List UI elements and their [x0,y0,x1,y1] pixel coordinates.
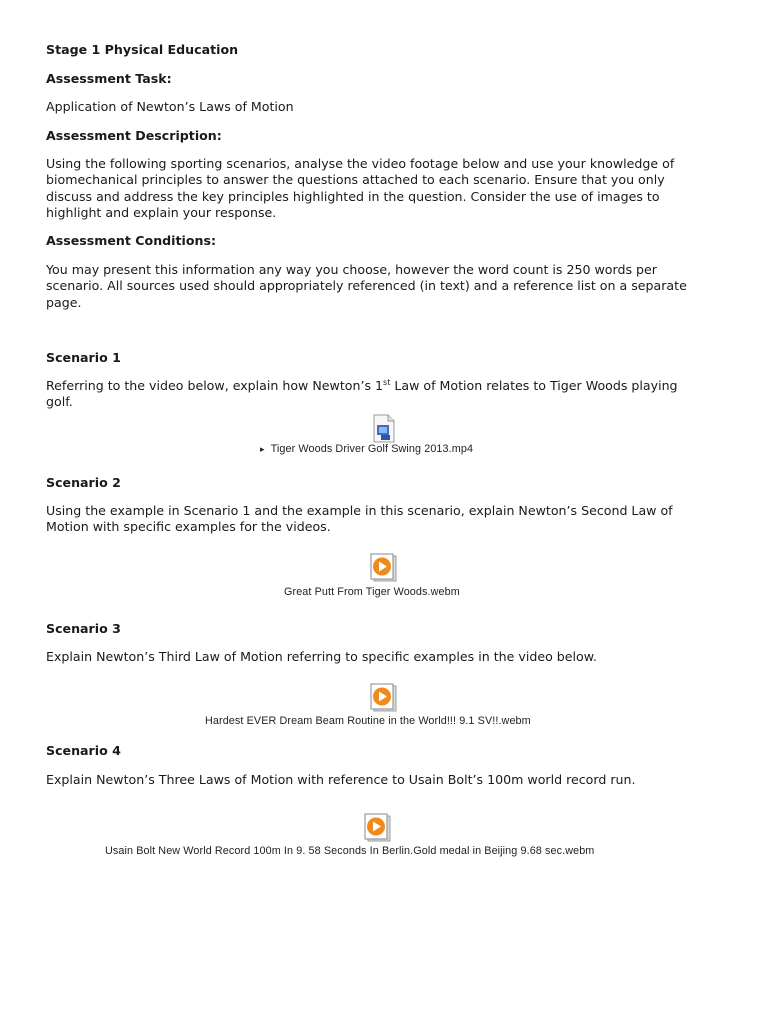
media-player-icon[interactable] [364,813,392,843]
media-player-icon[interactable] [370,553,398,583]
attachment-1[interactable] [260,443,473,455]
scenario-4-heading: Scenario 4 [46,743,121,758]
attachment-3[interactable]: Hardest EVER Dream Beam Routine in the World!!! 9.1 SV!!.webm [205,715,531,727]
media-player-icon[interactable] [370,683,398,713]
scenario-1-text [46,378,706,411]
scenario-1-text-start: Referring to the video below, explain how Newton’s 1 [46,378,384,393]
description-text: Using the following sporting scenarios, analyse the video footage below and use your knowledge of biomechanical principles to answer the questions attached to each scenario. Ensure that you only discuss and address the key principles highlighted in the question. Consider the use of images to highlight and explain your response. [46,156,675,220]
scenario-1-heading: Scenario 1 [46,350,121,365]
expand-arrow-icon: ▸ [260,444,265,454]
scenario-2-text: Using the example in Scenario 1 and the example in this scenario, explain Newton’s Second Law of Motion with specific examples for the videos. [46,503,673,535]
attachment-4[interactable]: Usain Bolt New World Record 100m In 9. 58 Seconds In Berlin.Gold medal in Beijing 9.68 sec.webm [105,845,595,857]
conditions-text: You may present this information any way you choose, however the word count is 250 words per scenario. All sources used should appropriately referenced (in text) and a reference list on a separate page. [46,262,687,310]
scenario-4-text: Explain Newton’s Three Laws of Motion with reference to Usain Bolt’s 100m world record run. [46,772,636,787]
video-file-icon[interactable] [370,414,398,444]
task-title: Application of Newton’s Laws of Motion [46,99,294,114]
attachment-2[interactable]: Great Putt From Tiger Woods.webm [284,586,460,598]
task-heading: Assessment Task: [46,71,172,86]
scenario-3-heading: Scenario 3 [46,621,121,636]
scenario-1-text-end: Law of Motion relates to Tiger Woods playing golf. [46,378,678,410]
description-heading: Assessment Description: [46,128,222,143]
superscript-ordinal: st [383,378,391,387]
scenario-3-text: Explain Newton’s Third Law of Motion referring to specific examples in the video below. [46,649,597,664]
scenario-2-heading: Scenario 2 [46,475,121,490]
conditions-heading: Assessment Conditions: [46,233,216,248]
attachment-1-label: Tiger Woods Driver Golf Swing 2013.mp4 [270,443,474,455]
course-title: Stage 1 Physical Education [46,42,239,57]
